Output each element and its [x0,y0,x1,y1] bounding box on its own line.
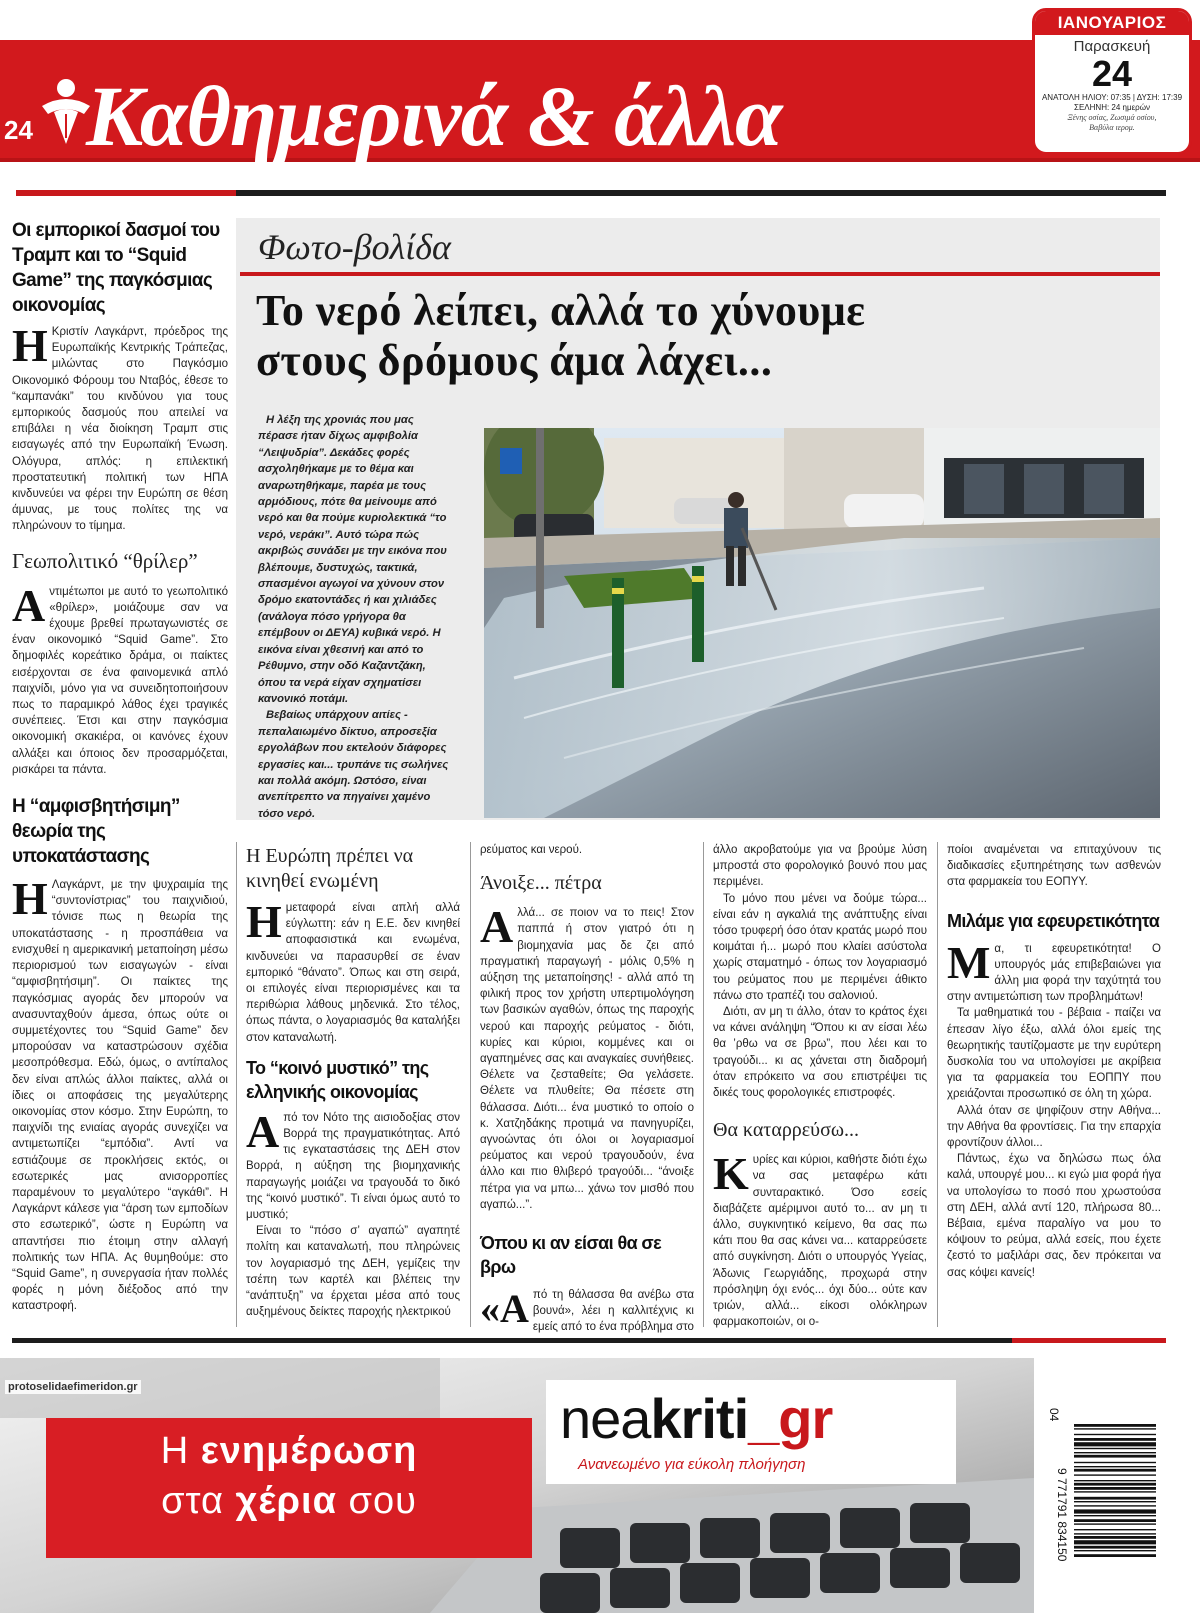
article-paragraph: Είναι το “πόσο σ’ αγαπώ” αγαπητέ πολίτη και καταναλωτή, που πληρώνεις τον λογαριασμό της ΔΕΗ, γεμίζεις την τσέπη των καρτέλ και βλέπεις την “ανάπτυξη” να έρχεται μέσα από τους αυξημένους δείκτες παροχής ηλεκτρικού [246,1225,460,1319]
barcode-bar [1074,1452,1156,1453]
article-subhead: Γεωπολιτικό “θρίλερ” [12,548,198,573]
bottom-rule-dark [12,1338,1166,1343]
article-text: ντιμέτωποι με αυτό το γεωπολιτικό «θρίλερ», μοιάζουμε σαν να έχουμε βρεθεί πρωταγωνιστές σε έναν οικονομικό “Squid Game”. Στο δημοφιλές κορεάτικο δράμα, οι παίκτες εισέρχονται σε ένα φαινομενικά απλό παιχνίδι, μόνο για να συνειδητοποιήσουν πως το παραμικρό λάθος έχει τραγικές συνέπειες. Έτσι και στην παγκόσμια οικονομική σκακιέρα, οι κανόνες έχουν αλλάξει και όποιος δεν προσαρμόζεται, ρισκάρει τα πάντα. [12,585,228,776]
barcode-digits: 9 771791 834150 [1055,1468,1069,1562]
article-subhead: Θα καταρρεύσω... [713,1119,860,1142]
feature-headline [256,286,1156,386]
barcode-bar [1074,1455,1156,1458]
intro-paragraph: Βεβαίως υπάρχουν αιτίες - πεπαλαιωμένο δίκτυο, απροσεξία εργολάβων που εκτελούν διάφορες εργασίες και... τρυπάνε τις σωλήνες και πολλά ακόμη. Ωστόσο, είναι ανεπίτρεπτο να πηγαίνει χαμένο τόσο νερό. [258,709,449,820]
article-body [947,936,1161,1006]
barcode-bar [1074,1442,1156,1446]
article-text: μεταφορά είναι απλή αλλά εύγλωττη: εάν η Ε.Ε. δεν κινηθεί αποφασιστικά και ενωμένα, κινδυνεύει να παρασυρθεί σε έναν εμπορικό “θάνατο”. Όπως και στη σειρά, οι επιλογές είναι περιορισμένες και τα περιθώρια λάθους μηδενικά. Στο τέλος, όπως πάντα, ο λογαριασμός θα καταλήξει στον καταναλωτή. [246,902,460,1044]
article-paragraph: Διότι, αν μη τι άλλο, όταν το κράτος έχει να κάνει ανάληψη “Όπου κι αν είσαι λέω θα ’ρθω να σε βρω”, που λέει και το τραγούδι... κι ας χάνεται στη διαδρομή όταν επρόκειτο να σου επιστρέψει τις δικές τους φορολογικές επιστροφές. [713,1006,927,1100]
article-paragraph: Αλλά όταν σε ψηφίζουν στην Αθήνα... την Αθήνα θα φροντίσεις. Για την επαρχία φροντίζουν άλλοι... [947,1104,1161,1150]
ad-word-bold: ενημέρωση [200,1430,418,1472]
source-watermark: protoselidaefimeridon.gr [5,1380,141,1394]
barcode-bar [1074,1546,1156,1549]
article-body [246,896,460,1046]
ad-slogan-line-1 [46,1430,532,1473]
bottom-rule-red [1012,1338,1166,1343]
article-paragraph: Το μόνο που μένει να δούμε τώρα... είναι εάν η αγκαλιά της ανάπτυξης είναι τόσο τρυφερή όσο όταν κρατάς μωρό που κοιμάται ή... μωρό που κλαίει ασύστολα χωρίς σταματημό - όπως τον λογαριασμό του ρεύματος που με περιμένει άθικτο πάνω στο τραπέζι του σαλονιού. [713,892,927,1002]
article-subhead: Η Ευρώπη πρέπει να κινηθεί ενωμένη [246,845,414,892]
drop-cap: Α [246,1105,280,1157]
column-rule [236,842,237,1327]
article-paragraph: ποίοι αναμένεται να επιταχύνουν τις διαδικασίες εξυπηρέτησης των ασθενών στα φαρμακεία του ΕΟΠΥΥ. [947,844,1161,889]
article-text: λλά... σε ποιον να το πεις! Στον παππά ή στον γιατρό ότι η βιομηχανία μας δε ζει από πραγματική παραγωγή - μόλις 0,5% η αύξηση της μεταποίησης! - αλλά από τη φιλική προς τον χρήστη υπερτιμολόγηση των βασικών αγαθών, όπως της παροχής νερού και παροχής ρεύματος - διότι, κυρίες και κύριοι, κομμένες και οι αγαπημένες σας και αναγκαίες συνήθειες. Θέλετε να ζεσταθείτε; Θα γελάσετε. Θέλετε να πλυθείτε; Θα πέσετε στη θάλασσα. Διότι... ένα μυστικό το οποίο ο κ. Χατζηδάκης προτιμά να πανηγυρίζει, αγνοώντας ότι όλοι οι λογαριασμοί ρεύματος και νερού τραγουδούν, ένα άλλο και πιο θλιβερό τραγούδι... “άνοιξε πέτρα για να μπω... χάνω τον μισθό που αγαπώ...”. [480,907,694,1211]
kicker-rule [240,272,1160,276]
article-text: Κριστίν Λαγκάρντ, πρόεδρος της Ευρωπαϊκής Κεντρικής Τράπεζας, μιλώντας στο Παγκόσμιο Οικονομικό Φόρουμ του Νταβός, έθεσε το “καμπανάκι” του κινδύνου για τους εμπορικούς δασμούς που απειλεί να επιβάλει η νέα διοίκηση Τραμπ στις εισαγωγές από την Ευρωπαϊκή Ένωση. Ολόγυρα, απλός: η επιλεκτική προστατευτική πολιτική των ΗΠΑ κινδυνεύει να φέρει την Ευρώπη σε θέση άμυνας, με τους πολίτες της να πληρώνουν το τίμημα. [12,326,228,533]
barcode-bar [1074,1550,1156,1551]
section-title: Καθημερινά & άλλα [86,68,782,164]
saints-line-2: Βαβύλα ιερομ. [1089,123,1135,132]
drop-cap: Κ [713,1148,749,1200]
date-box [1032,8,1192,155]
barcode-bar [1074,1515,1156,1516]
barcode-bar [1074,1466,1156,1467]
date-month: ΙΑΝΟΥΑΡΙΟΣ [1035,11,1189,35]
barcode-bar [1074,1554,1156,1557]
article-body [480,901,694,1213]
article-headline: Οι εμπορικοί δασμοί του Τραμπ και το “Squid Game” της παγκόσμιας οικονομίας [12,220,220,316]
barcode-issue: 04 [1047,1408,1061,1422]
ad-word: Η [160,1430,201,1472]
barcode-bar [1074,1533,1156,1534]
ad-word: σου [336,1480,417,1522]
barcode-bar [1074,1474,1156,1475]
drop-cap: Μ [947,936,991,988]
barcode-bar [1074,1483,1156,1486]
article-text: Λαγκάρντ, με την ψυχραιμία της “συντονίστριας” του παιχνιδιού, τόνισε πως η θεωρία της υποκατάστασης - η προσπάθεια να ενισχυθεί η αμερικανική μεταποίηση μέσω περιορισμού των εισαγωγών - είναι “αμφισβητήσιμη”. Οι παίκτες της παγκόσμιας αγοράς δεν μπορούν να ανασυνταχθούν άμεσα, όπως ούτε οι συμμετέχοντες του “Squid Game” δεν μπορούσαν να καταστρώσουν σχέδια μεσοπρόθεσμα. Εδώ, όμως, ο αντίπαλος δεν είναι απλώς άλλοι παίκτες, αλλά οι ίδιες οι αποφάσεις της μεγαλύτερης οικονομίας στον κόσμο. Στην Ευρώπη, το παιχνίδι της ενιαίας αγοράς συνεχίζει να αντιμετωπίζει “εμπόδια”. Αντί να εστιάζουμε σε προκλήσεις εκτός, οι εσωτερικές μας ανισορροπίες παραμένουν το μεγαλύτερο “αγκάθι”. Η Λαγκάρντ κάλεσε για “άρση των εμποδίων στο εσωτερικό”, ώστε η Ευρώπη να απαντήσει πιο έτοιμη στην αλλαγή πολιτικής των ΗΠΑ. Ας θυμηθούμε: στο “Squid Game”, η συνεργασία ήταν πολλές φορές η μόνη διέξοδος από την καταστροφή. [12,879,228,1313]
barcode-bar [1074,1480,1156,1481]
drop-cap: Η [12,873,48,925]
article-paragraph: Πάντως, έχω να δηλώσω πως όλα καλά, υπουργέ μου... κι εγώ μια φορά ήγα να υπολογίσω το ποσό που χρωστούσα στη ΔΕΗ, αλλά αντί 120, πλήρωσα 80... Βέβαια, εμένα παραλίγο να μου το κόψουν το ρεύμα, αλλά εσείς, που έχετε ζεστό το μαξιλάρι σας, δεν πρόκειται να σας κόψει κανείς! [947,1153,1161,1279]
article-body [12,320,228,535]
article-column-4 [713,842,927,1330]
article-headline: Μιλάμε για εφευρετικότητα [947,910,1160,931]
ad-word: στα [161,1480,236,1522]
date-weekday: Παρασκευή [1073,38,1151,55]
article-headline: Η “αμφισβητήσιμη” θεωρία της υποκατάστασης [12,796,180,868]
barcode-bar [1074,1448,1156,1449]
drop-cap: Α [12,579,46,631]
column-rule [470,842,471,1327]
feature-intro [258,412,454,822]
barcode-bar [1074,1462,1156,1463]
article-body [12,873,228,1314]
barcode-bar [1074,1501,1156,1502]
barcode-bar [1074,1497,1156,1500]
article-text: πό τη θάλασσα θα ανέβω στα βουνά», λέει η καλλιτέχνις κι εμείς από το ένα πρόβλημα στο [532,1289,694,1334]
article-body [246,1105,460,1223]
drop-cap: Η [12,320,48,371]
column-rule [703,842,704,1327]
article-text: α, τι εφευρετικότητα! Ο υπουργός μάς επιβεβαιώνει για άλλη μια φορά την ταχύτητά του στην αντιμετώπιση των προβλημάτων! [947,942,1161,1004]
column-rule [937,842,938,1327]
ad-tagline: Ανανεωμένο για εύκολη πλοήγηση [578,1456,806,1473]
article-column-5 [947,842,1161,1281]
barcode-bar [1074,1469,1156,1472]
article-text: πό τον Νότο της αισιοδοξίας στον Βορρά της πραγματικότητας. Από τις εγκαταστάσεις της ΔΕΗ στον Βορρά, η αύξηση της βιομηχανικής παραγωγής μοιάζει να τραγουδά το δικό της “κοινό μυστικό”. Τι είναι όμως αυτό το μυστικό; [246,1111,460,1222]
article-body [12,579,228,778]
barcode-bar [1074,1438,1156,1441]
barcode-bar [1074,1540,1156,1544]
barcode-bar [1074,1509,1156,1513]
barcode-icon [1040,1368,1160,1608]
barcode-bar [1074,1505,1156,1506]
article-headline: Όπου κι αν είσαι θα σε βρω [480,1233,662,1278]
article-body [480,1287,694,1336]
headline-line-2: στους δρόμους άμα λάχει... [256,336,773,385]
top-rule-dark [236,190,1166,196]
article-body [713,1148,927,1330]
article-paragraph: Τα μαθηματικά του - βέβαια - παίζει να έπεσαν λίγο έξω, αλλά όλοι εμείς της θεωρητικής ταυτίζομαστε με την ευρύτερη δυσκολία του να υπολογίσει με ακρίβεια για τα φαρμακεία του ΕΟΠΠΥ που χρειάζονται προσωπικό σε όλη τη χώρα. [947,1007,1161,1101]
neakriti-logo [560,1386,832,1451]
moon-age: ΣΕΛΗΝΗ: 24 ημερών [1074,103,1150,112]
drop-cap: Α [480,901,514,953]
barcode-bar [1074,1428,1156,1429]
flooded-street-photo [484,428,1160,818]
sun-times: ΑΝΑΤΟΛΗ ΗΛΙΟΥ: 07:35 | ΔΥΣΗ: 17:39 [1041,93,1183,102]
barcode-bar [1074,1523,1156,1524]
article-paragraph: ρεύματος και νερού. [480,844,583,856]
feature-kicker: Φωτο-βολίδα [258,227,451,267]
logo-part-bold: kriti [650,1387,749,1450]
intro-paragraph: Η λέξη της χρονιάς που μας πέρασε ήταν δίχως αμφιβολία “Λειψυδρία”. Δεκάδες φορές ασχοληθήκαμε με το θέμα και αναρωτηθήκαμε, παρέα με τους αρμόδιους, πότε θα μείνουμε από νερό και θα πούμε κυριολεκτικά “το νερό, νεράκι”. Αυτό τώρα πώς ακριβώς συνάδει με την εικόνα που βλέπουμε, δυστυχώς, τακτικά, σπασμένοι αγωγοί να χύνουν στον δρόμο εκατοντάδες ή και χιλιάδες (ανάλογα πόσο γρήγορα θα επέμβουν οι ΔΕΥΑ) κυβικά νερό. Η εικόνα είναι χθεσινή και από το Ρέθυμνο, στην οδό Καζαντζάκη, όπου τα νερά είχαν σχηματίσει κανονικό ποτάμι. [258,414,447,705]
logo-part: nea [560,1387,651,1450]
article-paragraph: άλλο ακροβατούμε για να βρούμε λύση μπροστά στο φορολογικό βουνό που μας περιμένει. [713,844,927,889]
headline-line-1: Το νερό λείπει, αλλά το χύνουμε [256,286,866,335]
barcode-bar [1074,1519,1156,1522]
left-column [12,218,228,1315]
article-headline: Το “κοινό μυστικό” της ελληνικής οικονομίας [246,1057,429,1102]
ad-slogan-line-2 [46,1480,532,1523]
article-text: υρίες και κύριοι, καθήστε διότι έχω να σας μεταφέρω κάτι συνταρακτικό. Όσο εσείς διαβάζετε αμέριμνοι αυτό το... αν μη τι άλλο, συγκινητικό κείμενο, θα σας πω κάτι που θα σας κάνει να... καταρρεύσετε από συγκίνηση. Διότι ο υπουργός Υγείας, Άδωνις Γεωργιάδης, προχωρά στην πρόσληψη όχι ενός... όχι δύο... ούτε καν τριών, αλλά... είκοσι ολόκληρων φαρμακοποιών, οι ο- [713,1154,927,1329]
page-number: 24 [4,115,33,145]
saints-line-1: Ξένης οσίας, Ζωσιμά οσίου, [1067,113,1157,122]
barcode-bar [1074,1536,1156,1539]
barcode-bar [1074,1424,1156,1427]
article-subhead: Άνοιξε... πέτρα [480,872,602,895]
date-day: 24 [1091,53,1133,94]
barcode-bar [1074,1487,1156,1490]
drop-cap: «Α [480,1286,529,1332]
article-column-3 [480,842,694,1336]
barcode-bar [1074,1491,1156,1492]
barcode-bar [1074,1434,1156,1435]
ad-word-bold: χέρια [235,1480,337,1522]
logo-part-accent: _gr [748,1387,833,1450]
article-column-2 [246,842,460,1320]
barcode-bar [1074,1529,1156,1530]
top-rule-red [16,190,236,196]
drop-cap: Η [246,896,282,947]
